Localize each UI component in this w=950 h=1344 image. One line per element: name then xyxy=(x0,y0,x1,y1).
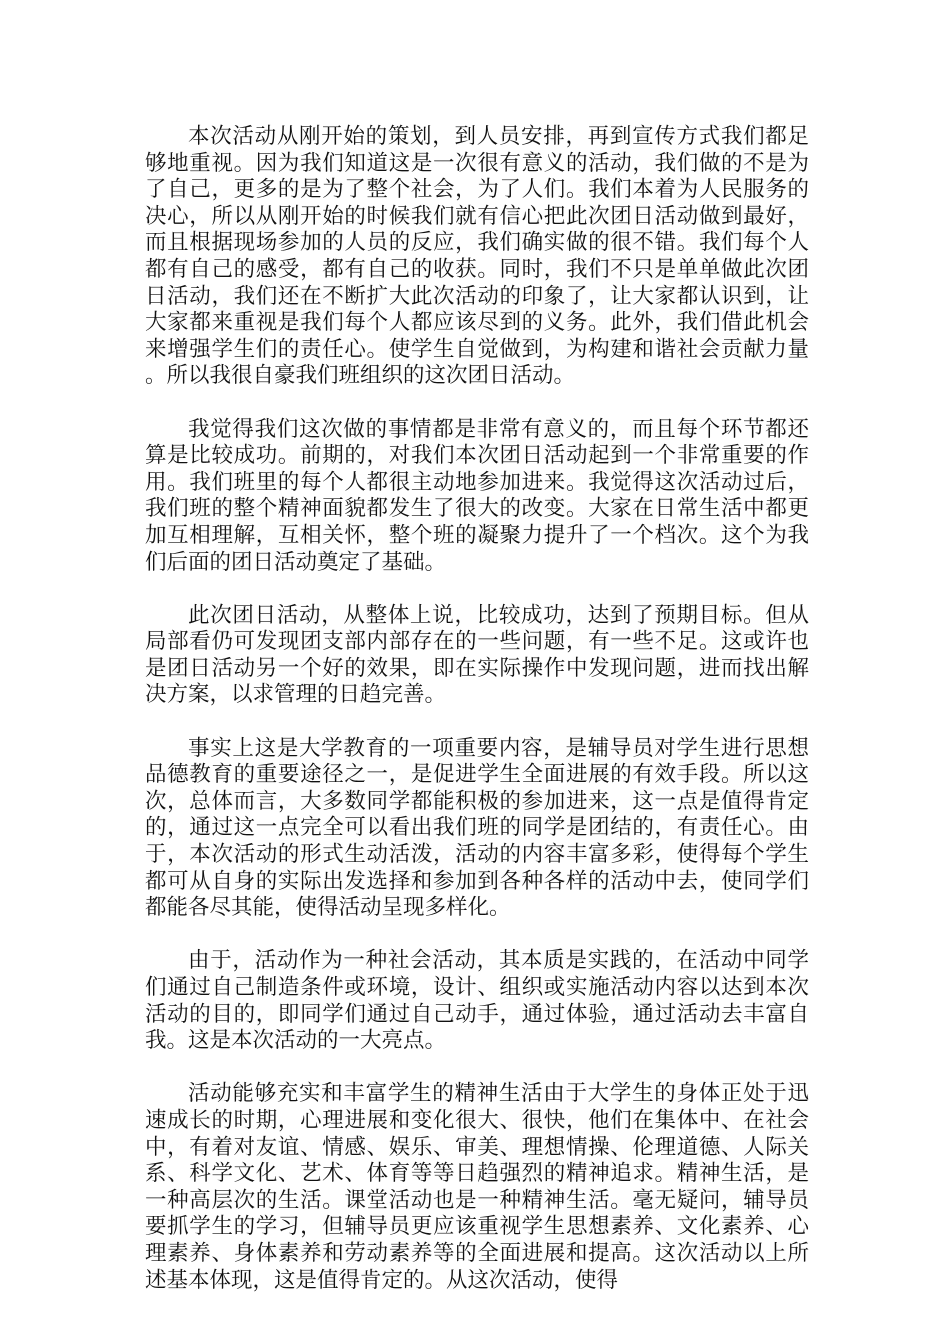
document-body xyxy=(145,124,809,1294)
paragraph-5: 由于，活动作为一种社会活动，其本质是实践的，在活动中同学们通过自己制造条件或环境，设计、组织或实施活动内容以达到本次活动的目的，即同学们通过自己动手，通过体验，通过活动去丰富自我。这是本次活动的一大亮点。 xyxy=(145,948,809,1054)
paragraph-2: 我觉得我们这次做的事情都是非常有意义的，而且每个环节都还算是比较成功。前期的，对我们本次团日活动起到一个非常重要的作用。我们班里的每个人都很主动地参加进来。我觉得这次活动过后，我们班的整个精神面貌都发生了很大的改变。大家在日常生活中都更加互相理解，互相关怀，整个班的凝聚力提升了一个档次。这个为我们后面的团日活动奠定了基础。 xyxy=(145,416,809,575)
paragraph-3: 此次团日活动，从整体上说，比较成功，达到了预期目标。但从局部看仍可发现团支部内部存在的一些问题，有一些不足。这或许也是团日活动另一个好的效果，即在实际操作中发现问题，进而找出解决方案，以求管理的日趋完善。 xyxy=(145,602,809,708)
paragraph-4: 事实上这是大学教育的一项重要内容，是辅导员对学生进行思想品德教育的重要途径之一，是促进学生全面进展的有效手段。所以这次，总体而言，大多数同学都能积极的参加进来，这一点是值得肯定的，通过这一点完全可以看出我们班的同学是团结的，有责任心。由于，本次活动的形式生动活泼，活动的内容丰富多彩，使得每个学生都可从自身的实际出发选择和参加到各种各样的活动中去，使同学们都能各尽其能，使得活动呈现多样化。 xyxy=(145,735,809,921)
paragraph-6: 活动能够充实和丰富学生的精神生活由于大学生的身体正处于迅速成长的时期，心理进展和变化很大、很快，他们在集体中、在社会中，有着对友谊、情感、娱乐、审美、理想情操、伦理道德、人际关系、科学文化、艺术、体育等等日趋强烈的精神追求。精神生活，是一种高层次的生活。课堂活动也是一种精神生活。毫无疑问，辅导员要抓学生的学习，但辅导员更应该重视学生思想素养、文化素养、心理素养、身体素养和劳动素养等的全面进展和提高。这次活动以上所述基本体现，这是值得肯定的。从这次活动，使得 xyxy=(145,1081,809,1293)
paragraph-1: 本次活动从刚开始的策划，到人员安排，再到宣传方式我们都足够地重视。因为我们知道这是一次很有意义的活动，我们做的不是为了自己，更多的是为了整个社会，为了人们。我们本着为人民服务的决心，所以从刚开始的时候我们就有信心把此次团日活动做到最好，而且根据现场参加的人员的反应，我们确实做的很不错。我们每个人都有自己的感受，都有自己的收获。同时，我们不只是单单做此次团日活动，我们还在不断扩大此次活动的印象了，让大家都认识到，让大家都来重视是我们每个人都应该尽到的义务。此外，我们借此机会来增强学生们的责任心。使学生自觉做到，为构建和谐社会贡献力量。所以我很自豪我们班组织的这次团日活动。 xyxy=(145,124,809,389)
